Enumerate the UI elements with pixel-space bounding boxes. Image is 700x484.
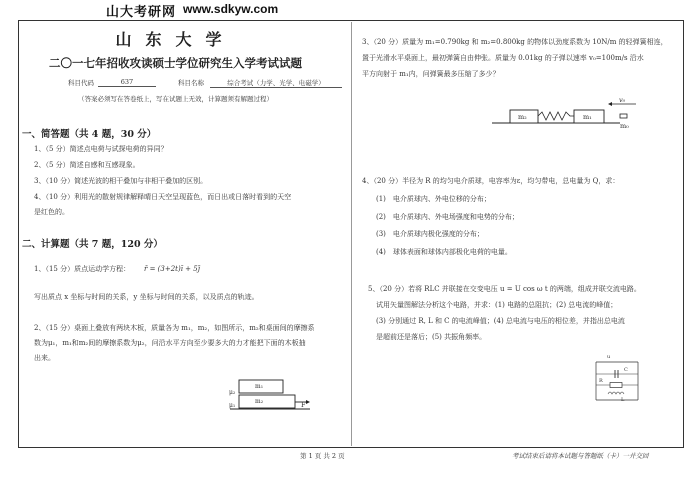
rlc-circuit-figure [588,356,646,406]
fig2-label-m2: m₂ [255,398,264,405]
q3-line2: 置于光滑水平桌面上，最初弹簧自由伸张。质量为 0.01kg 的子弹以速率 v₀=100m/s 沿水 [362,54,644,62]
fig5-c: C [624,367,628,373]
page-number: 第 1 页 共 2 页 [300,452,345,460]
s2-q2-line3: 出来。 [34,354,55,362]
q4-item4: (4) 球体表面和球体内部极化电荷的电量。 [376,248,512,256]
stacked-boards-figure [222,376,322,418]
s2-q2-line2: 数为μ₁，m₁和m₂间的摩擦系数为μ₂，问沿水平方向至少要多大的力才能把下面的木板抽 [34,339,306,347]
fig2-mu2: μ₂ [229,389,236,396]
q4-item1: (1) 电介质球内、外电位移的分布； [376,195,491,203]
fig2-mu1: μ₁ [229,402,236,409]
q5-line2: 试用矢量图解法分析这个电路，并求：(1) 电路的总阻抗；(2) 总电流的峰值； [376,301,618,309]
s2-q1-text: 1、（15 分）质点运动学方程： [34,265,131,273]
q5-line4: 是超前还是落后；(5) 共振角频率。 [376,333,487,341]
s1-q4-line1: 4、（10 分）利用光的散射规律解释晴日天空呈现蓝色，而日出或日落时看到的天空 [34,193,292,201]
subject-code: 637 [98,78,156,87]
footer-note: 考试结束后请将本试题与答题纸（卡）一并交回 [512,452,649,460]
inductor-coil [608,392,624,394]
fig3-m2: m₂ [518,113,527,121]
q3-line1: 3、（20 分）质量为 m₁=0.790kg 和 m₂=0.800kg 的物体以劲度系数为 10N/m 的轻弹簧相连， [362,38,668,46]
fig5-l: L [621,397,625,403]
q5-line3: (3) 分别通过 R, L 和 C 的电流峰值；(4) 总电流与电压的相位差，并指出总电流 [376,317,625,325]
subject-name-label: 科目名称 [178,79,204,87]
spring [538,112,574,120]
board-m2 [239,395,295,408]
s1-q2: 2、（5 分）简述自感和互感现象。 [34,161,140,169]
s1-q3: 3、（10 分）简述光波的相干叠加与非相干叠加的区别。 [34,177,208,185]
velocity-arrowhead [608,102,612,106]
fig3-m1: m₁ [583,113,592,121]
watermark-url: www.sdkyw.com [183,2,279,16]
s1-q4-line2: 是红色的。 [34,208,69,216]
s2-q1-line2: 写出质点 x 坐标与时间的关系，y 坐标与时间的关系，以及质点的轨迹。 [34,293,259,301]
s1-q1: 1、（5 分）简述点电荷与试探电荷的异同？ [34,145,168,153]
force-arrowhead [306,400,310,404]
section2-heading: 二、计算题（共 7 题，120 分） [22,239,163,250]
watermark-site-name: 山大考研网 [106,5,177,20]
q4-item3: (3) 电介质球内极化强度的分布； [376,230,484,238]
fig2-force-label: F [301,401,306,409]
exam-title: 二〇一七年招收攻读硕士学位研究生入学考试试题 [49,56,302,70]
fig5-u: u [607,354,611,360]
subject-name: 综合考试（力学、光学、电磁学） [210,78,342,88]
fig3-m0: m₀ [620,122,629,130]
fig5-r: R [599,378,603,384]
bullet-m0 [620,114,627,118]
q5-line1: 5、（20 分）若将 RLC 并联接在交变电压 u = U cos ω t 的两端，组成并联交流电路。 [368,285,641,293]
s2-q1-formula: r̄ = (3+2t)ī + 5j̄ [144,265,200,273]
fig2-label-m1: m₁ [255,383,264,390]
s2-q2-line1: 2、（15 分）桌面上叠放有两块木板，质量各为 m₁，m₂，如图所示，m₂和桌面间的摩擦系 [34,324,315,332]
q3-line3: 平方向射于 m₁内，问弹簧最多压缩了多少？ [362,70,500,78]
q4-line1: 4、（20 分）半径为 R 的均匀电介质球，电容率为ε，均匀带电，总电量为 Q，求： [362,177,620,185]
exam-notice: （答案必须写在答卷纸上，写在试题上无效，计算题须有解题过程） [78,95,273,103]
subject-code-label: 科目代码 [68,79,94,87]
column-divider [351,22,352,446]
fig3-v0: v₀ [619,96,626,104]
university-title: 山东大学 [115,30,236,49]
section1-heading: 一、简答题（共 4 题，30 分） [22,129,157,140]
q4-item2: (2) 电介质球内、外电场强度和电势的分布； [376,213,519,221]
